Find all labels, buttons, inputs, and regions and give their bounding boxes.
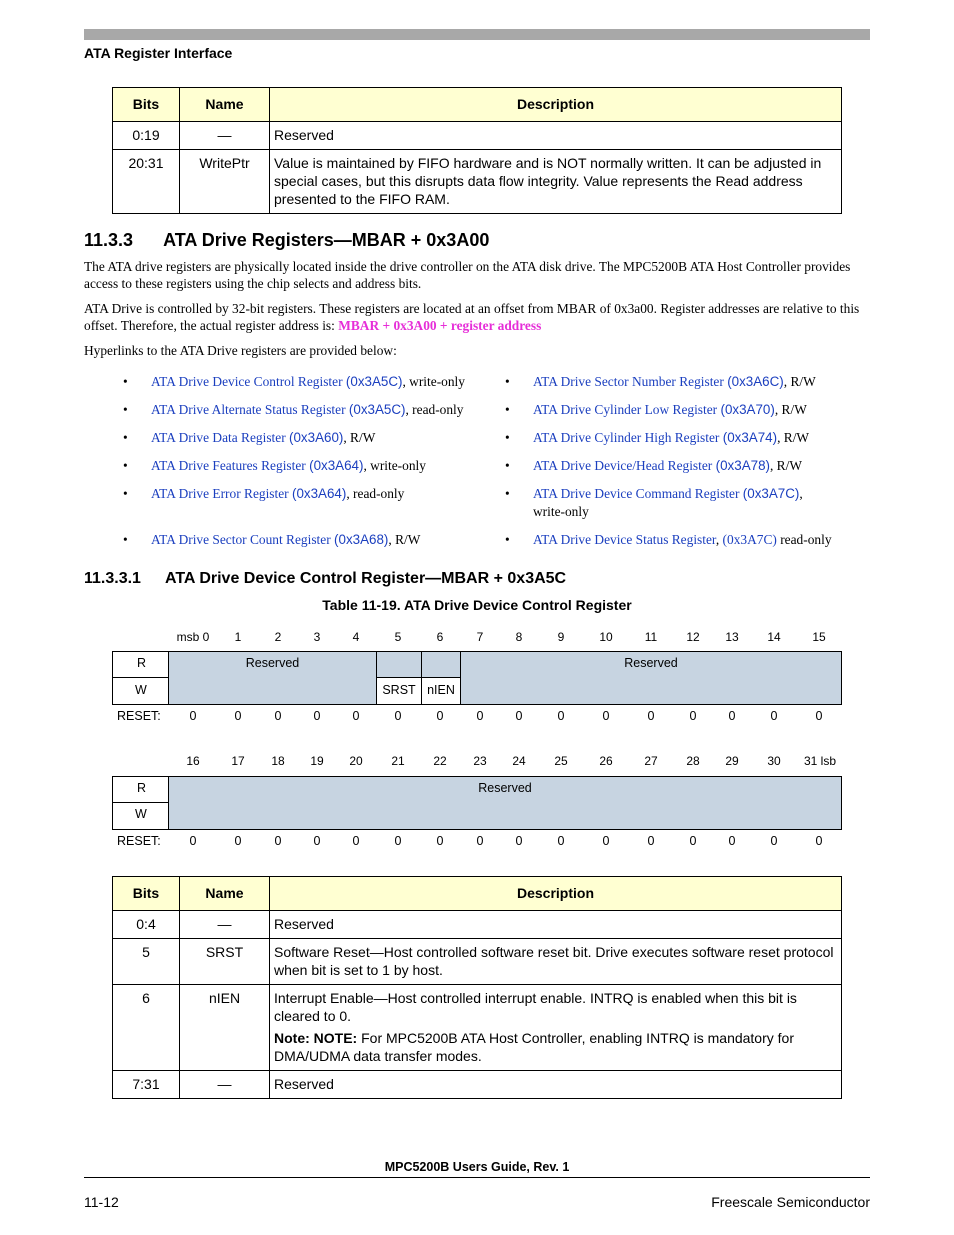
bit-number: 21	[391, 754, 405, 768]
paragraph-hyperlinks: Hyperlinks to the ATA Drive registers are provided below:	[84, 343, 397, 358]
bit-number: 31 lsb	[803, 754, 837, 768]
reset-value: 0	[234, 834, 242, 848]
bit-number: 6	[436, 630, 444, 644]
bit-number: 8	[515, 630, 523, 644]
srst-label: SRST	[382, 683, 416, 697]
bit-number: 17	[231, 754, 245, 768]
bit-number: 26	[599, 754, 613, 768]
nien-label: nIEN	[427, 683, 455, 697]
link-device-status[interactable]: ATA Drive Device Status Register	[533, 532, 716, 547]
reset-value: 0	[728, 709, 736, 723]
bit-number: 4	[352, 630, 360, 644]
reserved-label: Reserved	[245, 656, 300, 670]
cell-bits: 0:4	[113, 911, 180, 939]
reset-value: 0	[436, 709, 444, 723]
rw-label-box-r	[112, 651, 169, 678]
reset-value: 0	[234, 709, 242, 723]
write-label: W	[135, 807, 147, 821]
read-label: R	[137, 781, 147, 795]
list-item[interactable]: • ATA Drive Device Control Register (0x3A5C), write-only	[123, 374, 465, 389]
section-number: 11.3.3	[84, 230, 134, 250]
bit-number: 15	[812, 630, 826, 644]
nien-read-cell	[421, 651, 461, 678]
cell-name: WritePtr	[180, 150, 270, 214]
list-item[interactable]: • ATA Drive Device/Head Register (0x3A78), R/W	[505, 458, 802, 473]
bit-number: 19	[310, 754, 324, 768]
bit-number: 22	[433, 754, 447, 768]
cell-name: —	[180, 911, 270, 939]
reset-value: 0	[394, 834, 402, 848]
subsection-heading	[84, 570, 566, 588]
reset-value: 0	[394, 709, 402, 723]
table-row	[113, 911, 842, 939]
link-device-command[interactable]: ATA Drive Device Command Register (0x3A7C)	[533, 486, 800, 501]
bit-number: 25	[554, 754, 568, 768]
reset-value: 0	[815, 709, 823, 723]
cell-name: nIEN	[180, 985, 270, 1071]
rw-label-box-w	[112, 802, 169, 830]
srst-read-cell	[376, 651, 422, 678]
bit-number: 1	[234, 630, 242, 644]
writeptr-table	[112, 87, 842, 214]
col-header-name: Name	[180, 88, 270, 122]
reserved-label: Reserved	[478, 781, 532, 795]
bit-number: 24	[512, 754, 526, 768]
link-device-control[interactable]: ATA Drive Device Control Register (0x3A5C)	[151, 374, 403, 389]
company-name: Freescale Semiconductor	[711, 1194, 870, 1210]
read-label: R	[137, 656, 147, 670]
write-label: W	[135, 683, 147, 697]
reset-value: 0	[476, 834, 484, 848]
bit-number: 2	[274, 630, 282, 644]
bit-number: 3	[313, 630, 321, 644]
reset-value: 0	[557, 709, 565, 723]
reset-value: 0	[313, 834, 321, 848]
list-item[interactable]: • ATA Drive Features Register (0x3A64), write-only	[123, 458, 426, 473]
link-device-head[interactable]: ATA Drive Device/Head Register (0x3A78)	[533, 458, 770, 473]
table-row	[113, 939, 842, 985]
bit-number: 29	[725, 754, 739, 768]
reset-value: 0	[689, 834, 697, 848]
reset-value: 0	[770, 834, 778, 848]
reset-value: 0	[476, 709, 484, 723]
cell-description: Software Reset—Host controlled software reset bit. Drive executes software reset protocol when bit is set to 1 by host.	[270, 939, 842, 985]
cell-name: —	[180, 122, 270, 150]
table-row	[113, 985, 842, 1071]
reset-value: 0	[274, 834, 282, 848]
reset-value: 0	[352, 709, 360, 723]
bit-number: 9	[557, 630, 565, 644]
section-heading	[84, 230, 489, 251]
cell-description: Reserved	[270, 1071, 842, 1099]
note-label: Note: NOTE:	[274, 1030, 358, 1046]
reset-value: 0	[436, 834, 444, 848]
bit-number: 14	[767, 630, 781, 644]
table-caption: Table 11-19. ATA Drive Device Control Register	[322, 597, 632, 613]
reset-value: 0	[557, 834, 565, 848]
cell-bits: 0:19	[113, 122, 180, 150]
bit-number: 23	[473, 754, 487, 768]
paragraph-addressing	[84, 300, 870, 334]
link-device-status-address[interactable]: (0x3A7C)	[722, 532, 777, 547]
subsection-number: 11.3.3.1	[84, 570, 141, 587]
list-item[interactable]: • ATA Drive Device Status Register, (0x3A7C) read-only	[505, 532, 832, 547]
cell-name: —	[180, 1071, 270, 1099]
cell-description: Value is maintained by FIFO hardware and is NOT normally written. It can be adjusted in special cases, but this disrupts data flow integrity. Value represents the Read address presented to the FIFO RAM.	[270, 150, 842, 214]
list-item[interactable]: • ATA Drive Alternate Status Register (0x3A5C), read-only	[123, 402, 464, 417]
reset-value: 0	[647, 709, 655, 723]
address-formula: MBAR + 0x3A00 + register address	[338, 318, 542, 333]
bit-number: 30	[767, 754, 781, 768]
reset-value: 0	[728, 834, 736, 848]
note	[274, 1029, 837, 1065]
link-features[interactable]: ATA Drive Features Register (0x3A64)	[151, 458, 364, 473]
col-header-name: Name	[180, 877, 270, 911]
running-head: ATA Register Interface	[84, 45, 233, 61]
link-data-register[interactable]: ATA Drive Data Register (0x3A60)	[151, 430, 344, 445]
bit-number: 27	[644, 754, 658, 768]
link-alternate-status[interactable]: ATA Drive Alternate Status Register (0x3A5C)	[151, 402, 406, 417]
list-item[interactable]: • ATA Drive Sector Count Register (0x3A68), R/W	[123, 532, 421, 547]
header-bar	[84, 29, 870, 40]
footer-title: MPC5200B Users Guide, Rev. 1	[384, 1160, 570, 1174]
bit-number: 13	[725, 630, 739, 644]
rw-label-box-w	[112, 677, 169, 705]
link-cylinder-low[interactable]: ATA Drive Cylinder Low Register (0x3A70)	[533, 402, 775, 417]
reset-value: 0	[352, 834, 360, 848]
reset-label: RESET:	[117, 834, 161, 848]
reset-value: 0	[815, 834, 823, 848]
link-cylinder-high[interactable]: ATA Drive Cylinder High Register (0x3A74)	[533, 430, 778, 445]
section-title: ATA Drive Registers—MBAR + 0x3A00	[163, 230, 490, 250]
table-row	[113, 150, 842, 214]
reset-label: RESET:	[117, 709, 161, 723]
link-sector-number[interactable]: ATA Drive Sector Number Register (0x3A6C)	[533, 374, 784, 389]
bit-number: msb 0	[176, 630, 210, 644]
cell-description: Reserved	[270, 911, 842, 939]
bit-number: 12	[686, 630, 700, 644]
bit-number: 11	[644, 630, 658, 644]
table-row	[113, 122, 842, 150]
cell-bits: 7:31	[113, 1071, 180, 1099]
page-number: 11-12	[84, 1194, 119, 1210]
cell-name: SRST	[180, 939, 270, 985]
reset-value: 0	[602, 709, 610, 723]
field-description-table	[112, 876, 842, 1099]
bit-number: 28	[686, 754, 700, 768]
cell-description	[270, 985, 842, 1071]
link-sector-count[interactable]: ATA Drive Sector Count Register (0x3A68)	[151, 532, 389, 547]
reset-value: 0	[689, 709, 697, 723]
cell-description: Reserved	[270, 122, 842, 150]
reset-value: 0	[602, 834, 610, 848]
link-error[interactable]: ATA Drive Error Register (0x3A64)	[151, 486, 347, 501]
list-item[interactable]: • ATA Drive Device Command Register (0x3A7C), write-only	[505, 486, 803, 519]
reserved-label: Reserved	[624, 656, 678, 670]
bit-number: 7	[476, 630, 484, 644]
reset-value: 0	[189, 834, 197, 848]
list-item[interactable]: • ATA Drive Data Register (0x3A60), R/W	[123, 430, 376, 445]
list-item[interactable]: • ATA Drive Error Register (0x3A64), read-only	[123, 486, 405, 501]
col-header-bits: Bits	[113, 88, 180, 122]
bit-number: 10	[599, 630, 613, 644]
bit-number: 5	[394, 630, 402, 644]
reset-value: 0	[189, 709, 197, 723]
reset-value: 0	[274, 709, 282, 723]
col-header-bits: Bits	[113, 877, 180, 911]
list-item[interactable]: • ATA Drive Cylinder High Register (0x3A74), R/W	[505, 430, 810, 445]
paragraph-addressing-text: ATA Drive is controlled by 32-bit registers. These registers are located at an offset from MBAR of 0x3a00. Register addresses are relative to this offset. Therefore, the actual register address is:	[84, 301, 860, 333]
rw-label-box-r	[112, 776, 169, 803]
reset-value: 0	[770, 709, 778, 723]
footer-divider	[84, 1177, 870, 1178]
reset-value: 0	[515, 709, 523, 723]
list-item[interactable]: • ATA Drive Sector Number Register (0x3A6C), R/W	[505, 374, 816, 389]
table-row	[113, 1071, 842, 1099]
bit-number: 16	[186, 754, 200, 768]
col-header-description: Description	[270, 88, 842, 122]
reset-value: 0	[313, 709, 321, 723]
description-text: Interrupt Enable—Host controlled interrupt enable. INTRQ is enabled when this bit is cleared to 0.	[274, 990, 797, 1024]
reset-value: 0	[515, 834, 523, 848]
cell-bits: 5	[113, 939, 180, 985]
subsection-title: ATA Drive Device Control Register—MBAR + 0x3A5C	[164, 570, 567, 587]
note-text: For MPC5200B ATA Host Controller, enabling INTRQ is mandatory for DMA/UDMA data transfer modes.	[274, 1030, 794, 1064]
cell-bits: 20:31	[113, 150, 180, 214]
col-header-description: Description	[270, 877, 842, 911]
list-item[interactable]: • ATA Drive Cylinder Low Register (0x3A70), R/W	[505, 402, 807, 417]
bit-number: 20	[349, 754, 363, 768]
paragraph-intro: The ATA drive registers are physically located inside the drive controller on the ATA disk drive. The MPC5200B ATA Host Controller provides access to these registers using the chip selects and address bits.	[84, 259, 851, 291]
reset-value: 0	[647, 834, 655, 848]
bit-number: 18	[271, 754, 285, 768]
cell-bits: 6	[113, 985, 180, 1071]
